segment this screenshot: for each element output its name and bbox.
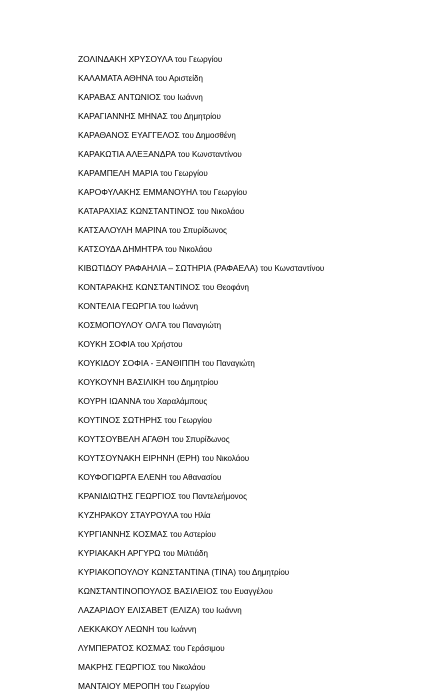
person-name: ΚΟΝΤΑΡΑΚΗΣ ΚΩΝΣΤΑΝΤΙΝΟΣ: [78, 282, 201, 292]
patronymic: του Δημητρίου: [170, 112, 221, 121]
list-item: [78, 69, 324, 88]
person-name: ΚΟΥΤΣΟΥΝΑΚΗ ΕΙΡΗΝΗ (ΕΡΗ): [78, 453, 200, 463]
list-item: [78, 88, 324, 107]
list-item: [78, 468, 324, 487]
list-item: [78, 525, 324, 544]
name-list: [78, 50, 324, 696]
patronymic: του Παναγιώτη: [168, 321, 222, 330]
patronymic: του Ιωάννη: [202, 606, 242, 615]
list-item: [78, 449, 324, 468]
list-item: [78, 202, 324, 221]
list-item: [78, 126, 324, 145]
patronymic: του Παναγιώτη: [202, 359, 255, 368]
person-name: ΚΑΛΑΜΑΤΑ ΑΘΗΝΑ: [78, 73, 153, 83]
patronymic: του Θεοφάνη: [202, 283, 249, 292]
patronymic: του Κωνσταντίνου: [260, 264, 325, 273]
patronymic: του Νικολάου: [196, 207, 245, 216]
list-item: [78, 639, 324, 658]
list-item: [78, 601, 324, 620]
list-item: [78, 487, 324, 506]
person-name: ΚΟΥΤΙΝΟΣ ΣΩΤΗΡΗΣ: [78, 415, 163, 425]
person-name: ΚΩΝΣΤΑΝΤΙΝΟΠΟΥΛΟΣ ΒΑΣΙΛΕΙΟΣ: [78, 586, 218, 596]
list-item: [78, 411, 324, 430]
patronymic: του Γεωργίου: [199, 188, 247, 197]
list-item: [78, 50, 324, 69]
person-name: ΚΑΡΑΜΠΕΛΗ ΜΑΡΙΑ: [78, 168, 158, 178]
patronymic: του Δημητρίου: [238, 568, 290, 577]
list-item: [78, 145, 324, 164]
person-name: ΚΥΡΙΑΚΑΚΗ ΑΡΓΥΡΩ: [78, 548, 161, 558]
person-name: ΚΥΡΓΙΑΝΝΗΣ ΚΟΣΜΑΣ: [78, 529, 168, 539]
patronymic: του Αριστείδη: [155, 74, 203, 83]
person-name: ΚΑΤΣΑΛΟΥΛΗ ΜΑΡΙΝΑ: [78, 225, 167, 235]
patronymic: του Ηλία: [180, 511, 211, 520]
list-item: [78, 240, 324, 259]
person-name: ΛΑΖΑΡΙΔΟΥ ΕΛΙΣΑΒΕΤ (ΕΛΙΖΑ): [78, 605, 200, 615]
person-name: ΚΙΒΩΤΙΔΟΥ ΡΑΦΑΗΛΙΑ – ΣΩΤΗΡΙΑ (ΡΑΦΑΕΛΑ): [78, 263, 259, 273]
person-name: ΚΟΥΚΙΔΟΥ ΣΟΦΙΑ - ΞΑΝΘΙΠΠΗ: [78, 358, 200, 368]
patronymic: του Νικολάου: [201, 454, 250, 463]
list-item: [78, 278, 324, 297]
patronymic: του Παντελεήμονος: [178, 492, 247, 501]
person-name: ΚΡΑΝΙΔΙΩΤΗΣ ΓΕΩΡΓΙΟΣ: [78, 491, 177, 501]
patronymic: του Χαραλάμπους: [142, 397, 208, 406]
patronymic: του Νικολάου: [158, 663, 206, 672]
patronymic: του Σπυρίδωνος: [171, 435, 230, 444]
patronymic: του Γεράσιμου: [173, 644, 225, 653]
person-name: ΚΑΤΣΟΥΔΑ ΔΗΜΗΤΡΑ: [78, 244, 163, 254]
list-item: [78, 183, 324, 202]
person-name: ΚΟΥΚΟΥΝΗ ΒΑΣΙΛΙΚΗ: [78, 377, 165, 387]
list-item: [78, 506, 324, 525]
person-name: ΚΑΤΑΡΑΧΙΑΣ ΚΩΝΣΤΑΝΤΙΝΟΣ: [78, 206, 195, 216]
person-name: ΚΟΥΤΣΟΥΒΕΛΗ ΑΓΑΘΗ: [78, 434, 170, 444]
list-item: [78, 221, 324, 240]
patronymic: του Ευαγγέλου: [220, 587, 273, 596]
person-name: ΛΕΚΚΑΚΟΥ ΛΕΩΝΗ: [78, 624, 155, 634]
person-name: ΚΟΥΡΗ ΙΩΑΝΝΑ: [78, 396, 141, 406]
list-item: [78, 677, 324, 696]
list-item: [78, 430, 324, 449]
list-item: [78, 582, 324, 601]
person-name: ΚΥΖΗΡΑΚΟΥ ΣΤΑΥΡΟΥΛΑ: [78, 510, 178, 520]
person-name: ΚΑΡΑΚΩΤΙΑ ΑΛΕΞΑΝΔΡΑ: [78, 149, 176, 159]
list-item: [78, 354, 324, 373]
person-name: ΚΟΥΦΟΓΙΩΡΓΑ ΕΛΕΝΗ: [78, 472, 167, 482]
person-name: ΚΑΡΟΦΥΛΑΚΗΣ ΕΜΜΑΝΟΥΗΛ: [78, 187, 198, 197]
patronymic: του Χρήστου: [137, 340, 183, 349]
list-item: [78, 563, 324, 582]
patronymic: του Νικολάου: [164, 245, 213, 254]
patronymic: του Σπυρίδωνος: [169, 226, 227, 235]
person-name: ΚΟΥΚΗ ΣΟΦΙΑ: [78, 339, 135, 349]
patronymic: του Γεωργίου: [160, 169, 208, 178]
patronymic: του Γεωργίου: [174, 55, 223, 64]
patronymic: του Ιωάννη: [163, 93, 203, 102]
list-item: [78, 544, 324, 563]
list-item: [78, 259, 324, 278]
person-name: ΖΟΛΙΝΔΑΚΗ ΧΡΥΣΟΥΛΑ: [78, 54, 173, 64]
patronymic: του Αστερίου: [170, 530, 216, 539]
person-name: ΚΑΡΑΓΙΑΝΝΗΣ ΜΗΝΑΣ: [78, 111, 168, 121]
patronymic: του Ιωάννη: [158, 302, 199, 311]
person-name: ΜΑΚΡΗΣ ΓΕΩΡΓΙΟΣ: [78, 662, 156, 672]
patronymic: του Κωνσταντίνου: [177, 150, 242, 159]
person-name: ΚΟΝΤΕΛΙΑ ΓΕΩΡΓΙΑ: [78, 301, 157, 311]
patronymic: του Δημητρίου: [167, 378, 219, 387]
patronymic: του Γεωργίου: [164, 416, 212, 425]
patronymic: του Γεωργίου: [162, 682, 210, 691]
list-item: [78, 620, 324, 639]
patronymic: του Μιλτιάδη: [162, 549, 208, 558]
list-item: [78, 316, 324, 335]
list-item: [78, 297, 324, 316]
person-name: ΜΑΝΤΑΙΟΥ ΜΕΡΟΠΗ: [78, 681, 160, 691]
person-name: ΚΑΡΑΘΑΝΟΣ ΕΥΑΓΓΕΛΟΣ: [78, 130, 180, 140]
person-name: ΚΑΡΑΒΑΣ ΑΝΤΩΝΙΟΣ: [78, 92, 161, 102]
list-item: [78, 164, 324, 183]
list-item: [78, 373, 324, 392]
list-item: [78, 335, 324, 354]
list-item: [78, 658, 324, 677]
patronymic: του Αθανασίου: [169, 473, 222, 482]
list-item: [78, 107, 324, 126]
person-name: ΚΟΣΜΟΠΟΥΛΟΥ ΟΛΓΑ: [78, 320, 167, 330]
patronymic: του Ιωάννη: [156, 625, 197, 634]
list-item: [78, 392, 324, 411]
person-name: ΛΥΜΠΕΡΑΤΟΣ ΚΟΣΜΑΣ: [78, 643, 171, 653]
patronymic: του Δημοσθένη: [181, 131, 236, 140]
person-name: ΚΥΡΙΑΚΟΠΟΥΛΟΥ ΚΩΝΣΤΑΝΤΙΝΑ (ΤΙΝΑ): [78, 567, 236, 577]
